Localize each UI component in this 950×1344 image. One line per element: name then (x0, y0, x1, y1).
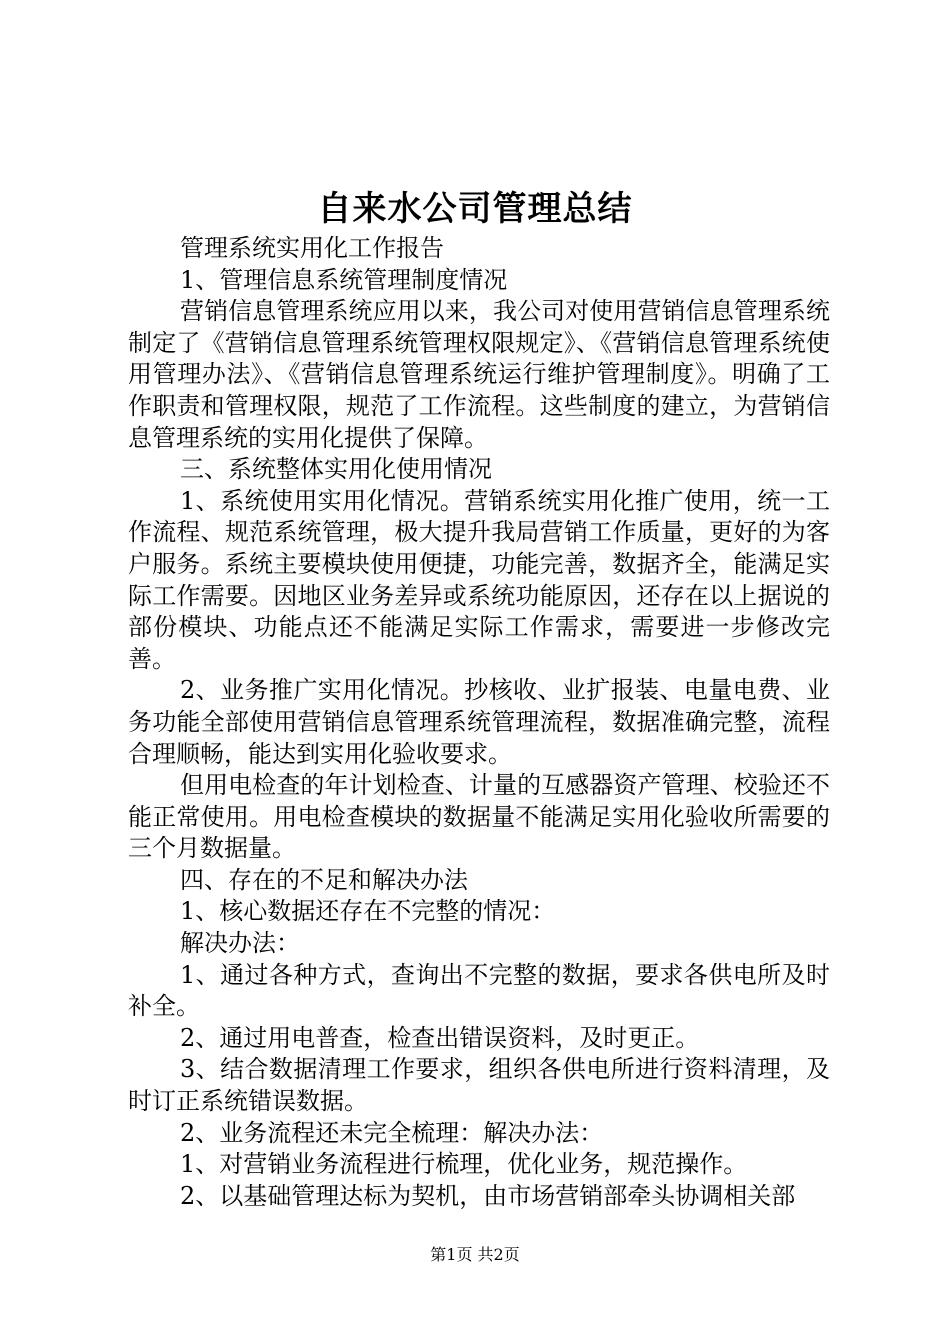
paragraph: 三、系统整体实用化使用情况 (180, 455, 492, 484)
paragraph: 2、通过用电普查，检查出错误资料，及时更正。 (180, 1023, 700, 1052)
paragraph: 2、业务流程还未完全梳理：解决办法： (180, 1118, 604, 1147)
page-number-footer: 第1页 共2页 (430, 1245, 520, 1264)
paragraph: 四、存在的不足和解决办法 (180, 865, 468, 894)
paragraph: 2、以基础管理达标为契机，由市场营销部牵头协调相关部 (180, 1181, 796, 1210)
paragraph: 1、系统使用实用化情况。营销系统实用化推广使用，统一工作流程、规范系统管理，极大提升我局营销工作质量，更好的为客户服务。系统主要模块使用便捷，功能完善，数据齐全，能满足实际工作需要。因地区业务差异或系统功能原因，还存在以上据说的部份模块、功能点还不能满足实际工作需求，需要进一步修改完善。 (128, 486, 830, 673)
paragraph: 解决办法： (180, 929, 300, 958)
paragraph: 1、通过各种方式，查询出不完整的数据，要求各供电所及时补全。 (128, 960, 830, 1021)
paragraph: 2、业务推广实用化情况。抄核收、业扩报装、电量电费、业务功能全部使用营销信息管理系统管理流程，数据准确完整，流程合理顺畅，能达到实用化验收要求。 (128, 676, 830, 768)
paragraph: 营销信息管理系统应用以来，我公司对使用营销信息管理系统制定了《营销信息管理系统管理权限规定》、《营销信息管理系统使用管理办法》、《营销信息管理系统运行维护管理制度》。明确了工作职责和管理权限，规范了工作流程。这些制度的建立，为营销信息管理系统的实用化提供了保障。 (128, 297, 830, 452)
paragraph: 但用电检查的年计划检查、计量的互感器资产管理、校验还不能正常使用。用电检查模块的数据量不能满足实用化验收所需要的三个月数据量。 (128, 771, 830, 863)
document-body (128, 233, 830, 1212)
paragraph: 3、结合数据清理工作要求，组织各供电所进行资料清理，及时订正系统错误数据。 (128, 1055, 830, 1116)
paragraph: 1、管理信息系统管理制度情况 (180, 265, 508, 294)
paragraph: 1、核心数据还存在不完整的情况： (180, 897, 556, 926)
paragraph: 管理系统实用化工作报告 (180, 234, 444, 262)
paragraph: 1、对营销业务流程进行梳理，优化业务，规范操作。 (180, 1150, 748, 1179)
document-title: 自来水公司管理总结 (317, 189, 633, 229)
